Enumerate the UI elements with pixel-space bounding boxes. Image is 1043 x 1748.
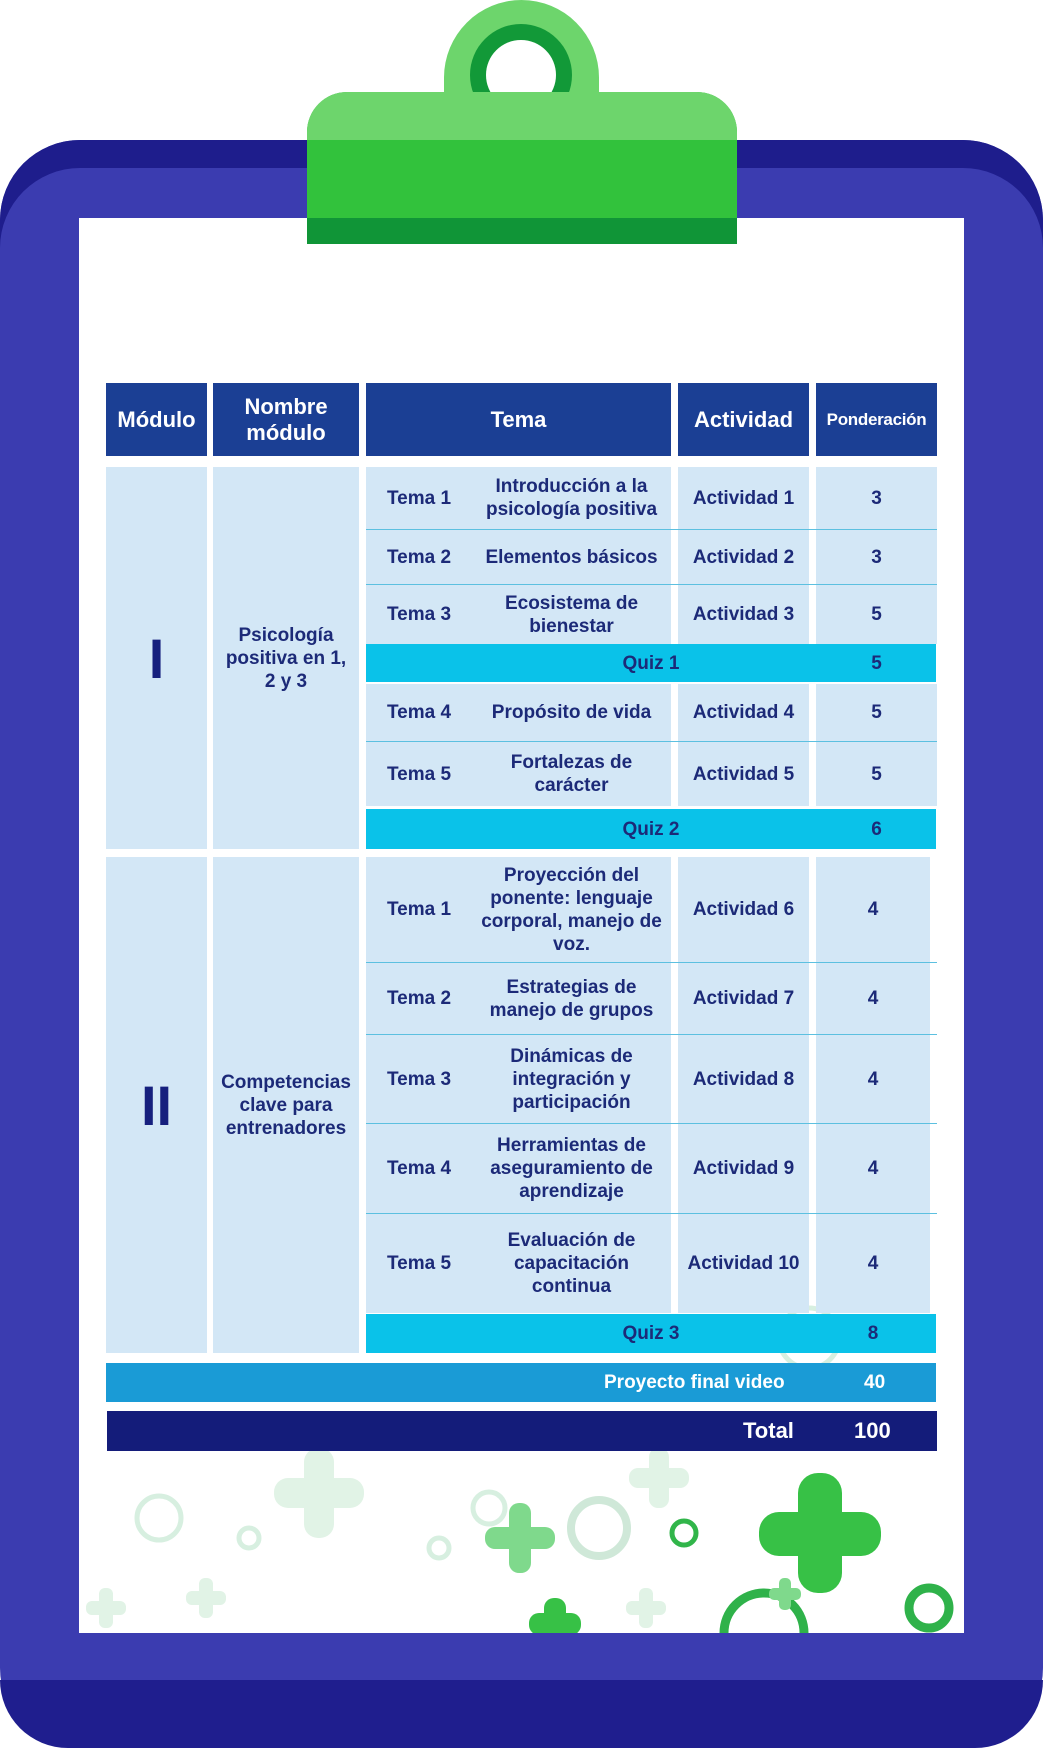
- row-divider: [366, 1034, 937, 1035]
- actividad-cell: Actividad 7: [678, 963, 809, 1034]
- actividad-cell: Actividad 2: [678, 530, 809, 584]
- tema-label: Tema 2: [366, 963, 472, 1034]
- header-ponderacion: Ponderación: [816, 383, 937, 456]
- quiz-ponderacion: 6: [871, 818, 882, 840]
- ponderacion-cell: 5: [816, 742, 937, 806]
- clip-body: [307, 92, 737, 244]
- header-actividad: Actividad: [678, 383, 809, 456]
- row-divider: [366, 1213, 937, 1214]
- row-divider: [366, 529, 937, 530]
- row-divider: [366, 962, 937, 963]
- actividad-cell: Actividad 9: [678, 1124, 809, 1213]
- quiz-row-label: Quiz 1: [366, 644, 936, 682]
- tema-title: Estrategias de manejo de grupos: [472, 963, 671, 1034]
- tema-label: Tema 5: [366, 742, 472, 806]
- ponderacion-cell: 4: [816, 1035, 930, 1123]
- total-label: Total: [743, 1418, 794, 1443]
- header-nombre-modulo: Nombre módulo: [213, 383, 359, 456]
- actividad-cell: Actividad 5: [678, 742, 809, 806]
- tema-label: Tema 3: [366, 1035, 472, 1123]
- tema-title: Proyección del ponente: lenguaje corporal, manejo de voz.: [472, 857, 671, 962]
- tema-title: Fortalezas de carácter: [472, 742, 671, 806]
- tema-label: Tema 2: [366, 530, 472, 584]
- module-name: Competencias clave para entrenadores: [213, 857, 359, 1353]
- module-numeral: II: [106, 857, 207, 1353]
- ponderacion-cell: 3: [816, 530, 937, 584]
- project-ponderacion: 40: [864, 1372, 886, 1393]
- project-label: Proyecto final video: [604, 1372, 785, 1393]
- tema-title: Elementos básicos: [472, 530, 671, 584]
- tema-title: Evaluación de capacitación continua: [472, 1214, 671, 1313]
- actividad-cell: Actividad 1: [678, 467, 809, 529]
- quiz-ponderacion: 8: [867, 1323, 879, 1344]
- tema-label: Tema 1: [366, 857, 472, 962]
- ponderacion-cell: 4: [816, 1214, 930, 1313]
- actividad-cell: Actividad 8: [678, 1035, 809, 1123]
- tema-title: Dinámicas de integración y participación: [472, 1035, 671, 1123]
- row-divider: [366, 584, 937, 585]
- module-numeral: I: [106, 467, 207, 849]
- row-divider: [366, 1123, 937, 1124]
- tema-label: Tema 4: [366, 684, 472, 741]
- quiz-row-label: Quiz 3: [366, 1314, 936, 1353]
- actividad-cell: Actividad 3: [678, 585, 809, 644]
- tema-title: Propósito de vida: [472, 684, 671, 741]
- tema-title: Ecosistema de bienestar: [472, 585, 671, 644]
- actividad-cell: Actividad 10: [678, 1214, 809, 1313]
- ponderacion-cell: 4: [816, 1124, 930, 1213]
- tema-label: Tema 1: [366, 467, 472, 529]
- actividad-cell: Actividad 6: [678, 857, 809, 962]
- quiz-row-label: Quiz 2: [366, 809, 936, 849]
- actividad-cell: Actividad 4: [678, 684, 809, 741]
- tema-label: Tema 3: [366, 585, 472, 644]
- ponderacion-cell: 5: [816, 684, 937, 741]
- tema-title: Herramientas de aseguramiento de aprendizaje: [472, 1124, 671, 1213]
- ponderacion-cell: 4: [816, 963, 930, 1034]
- ponderacion-cell: 5: [816, 585, 937, 644]
- module-name: Psicología positiva en 1, 2 y 3: [213, 467, 359, 849]
- project-row: [106, 1363, 936, 1402]
- quiz-ponderacion: 5: [871, 652, 882, 674]
- ponderacion-cell: 4: [816, 857, 930, 962]
- total-row: [107, 1411, 937, 1451]
- tema-label: Tema 4: [366, 1124, 472, 1213]
- tema-label: Tema 5: [366, 1214, 472, 1313]
- tema-title: Introducción a la psicología positiva: [472, 467, 671, 529]
- ponderacion-cell: 3: [816, 467, 937, 529]
- clipboard-shadow: [0, 1680, 1043, 1748]
- row-divider: [366, 741, 937, 742]
- header-tema: Tema: [366, 383, 671, 456]
- header-modulo: Módulo: [106, 383, 207, 456]
- total-ponderacion: 100: [854, 1418, 891, 1443]
